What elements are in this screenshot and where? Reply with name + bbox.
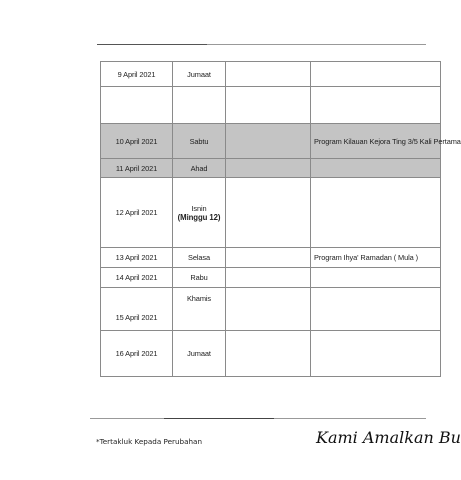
table-row: [101, 268, 441, 288]
blank-cell: [226, 288, 311, 331]
table-row: [101, 331, 441, 377]
table-row: [101, 62, 441, 87]
program-cell: Program Kilauan Kejora Ting 3/5 Kali Pertama: [311, 124, 441, 159]
day-cell: Khamis: [173, 288, 226, 331]
day-cell: Sabtu: [173, 124, 226, 159]
header-rule-accent: [97, 44, 207, 45]
blank-cell: [226, 87, 311, 124]
date-cell: 14 April 2021: [101, 268, 173, 288]
blank-cell: [226, 124, 311, 159]
table-row: [101, 178, 441, 248]
table-row: [101, 124, 441, 159]
blank-cell: [226, 178, 311, 248]
schedule-table: [100, 61, 461, 377]
program-cell: [311, 331, 441, 377]
day-cell: Jumaat: [173, 62, 226, 87]
date-cell: 12 April 2021: [101, 178, 173, 248]
day-cell: Jumaat: [173, 331, 226, 377]
program-cell: [311, 87, 441, 124]
date-cell: 15 April 2021: [101, 288, 173, 331]
day-label: Isnin: [191, 203, 207, 213]
program-cell: [311, 178, 441, 248]
day-cell: Rabu: [173, 268, 226, 288]
blank-cell: [226, 268, 311, 288]
footnote-text: *Tertakluk Kepada Perubahan: [96, 437, 203, 446]
day-cell: [173, 178, 226, 248]
table-row: [101, 87, 441, 124]
blank-cell: [226, 62, 311, 87]
date-cell: [101, 87, 173, 124]
day-cell: Ahad: [173, 159, 226, 178]
blank-cell: [226, 331, 311, 377]
day-cell: [173, 87, 226, 124]
week-label: (Minggu 12): [177, 212, 221, 222]
date-cell: 13 April 2021: [101, 248, 173, 268]
date-cell: 9 April 2021: [101, 62, 173, 87]
table-row: [101, 159, 441, 178]
date-cell: 11 April 2021: [101, 159, 173, 178]
date-cell: 10 April 2021: [101, 124, 173, 159]
blank-cell: [226, 159, 311, 178]
program-cell: Program Ihya' Ramadan ( Mula ): [311, 248, 441, 268]
blank-cell: [226, 248, 311, 268]
date-cell: 16 April 2021: [101, 331, 173, 377]
table-row: [101, 288, 441, 331]
motto-text: Kami Amalkan Bu: [316, 428, 461, 447]
program-cell: [311, 62, 441, 87]
program-cell: [311, 268, 441, 288]
program-cell: [311, 288, 441, 331]
table-row: [101, 248, 441, 268]
day-cell: Selasa: [173, 248, 226, 268]
program-cell: [311, 159, 441, 178]
footer-rule-accent: [164, 418, 274, 419]
